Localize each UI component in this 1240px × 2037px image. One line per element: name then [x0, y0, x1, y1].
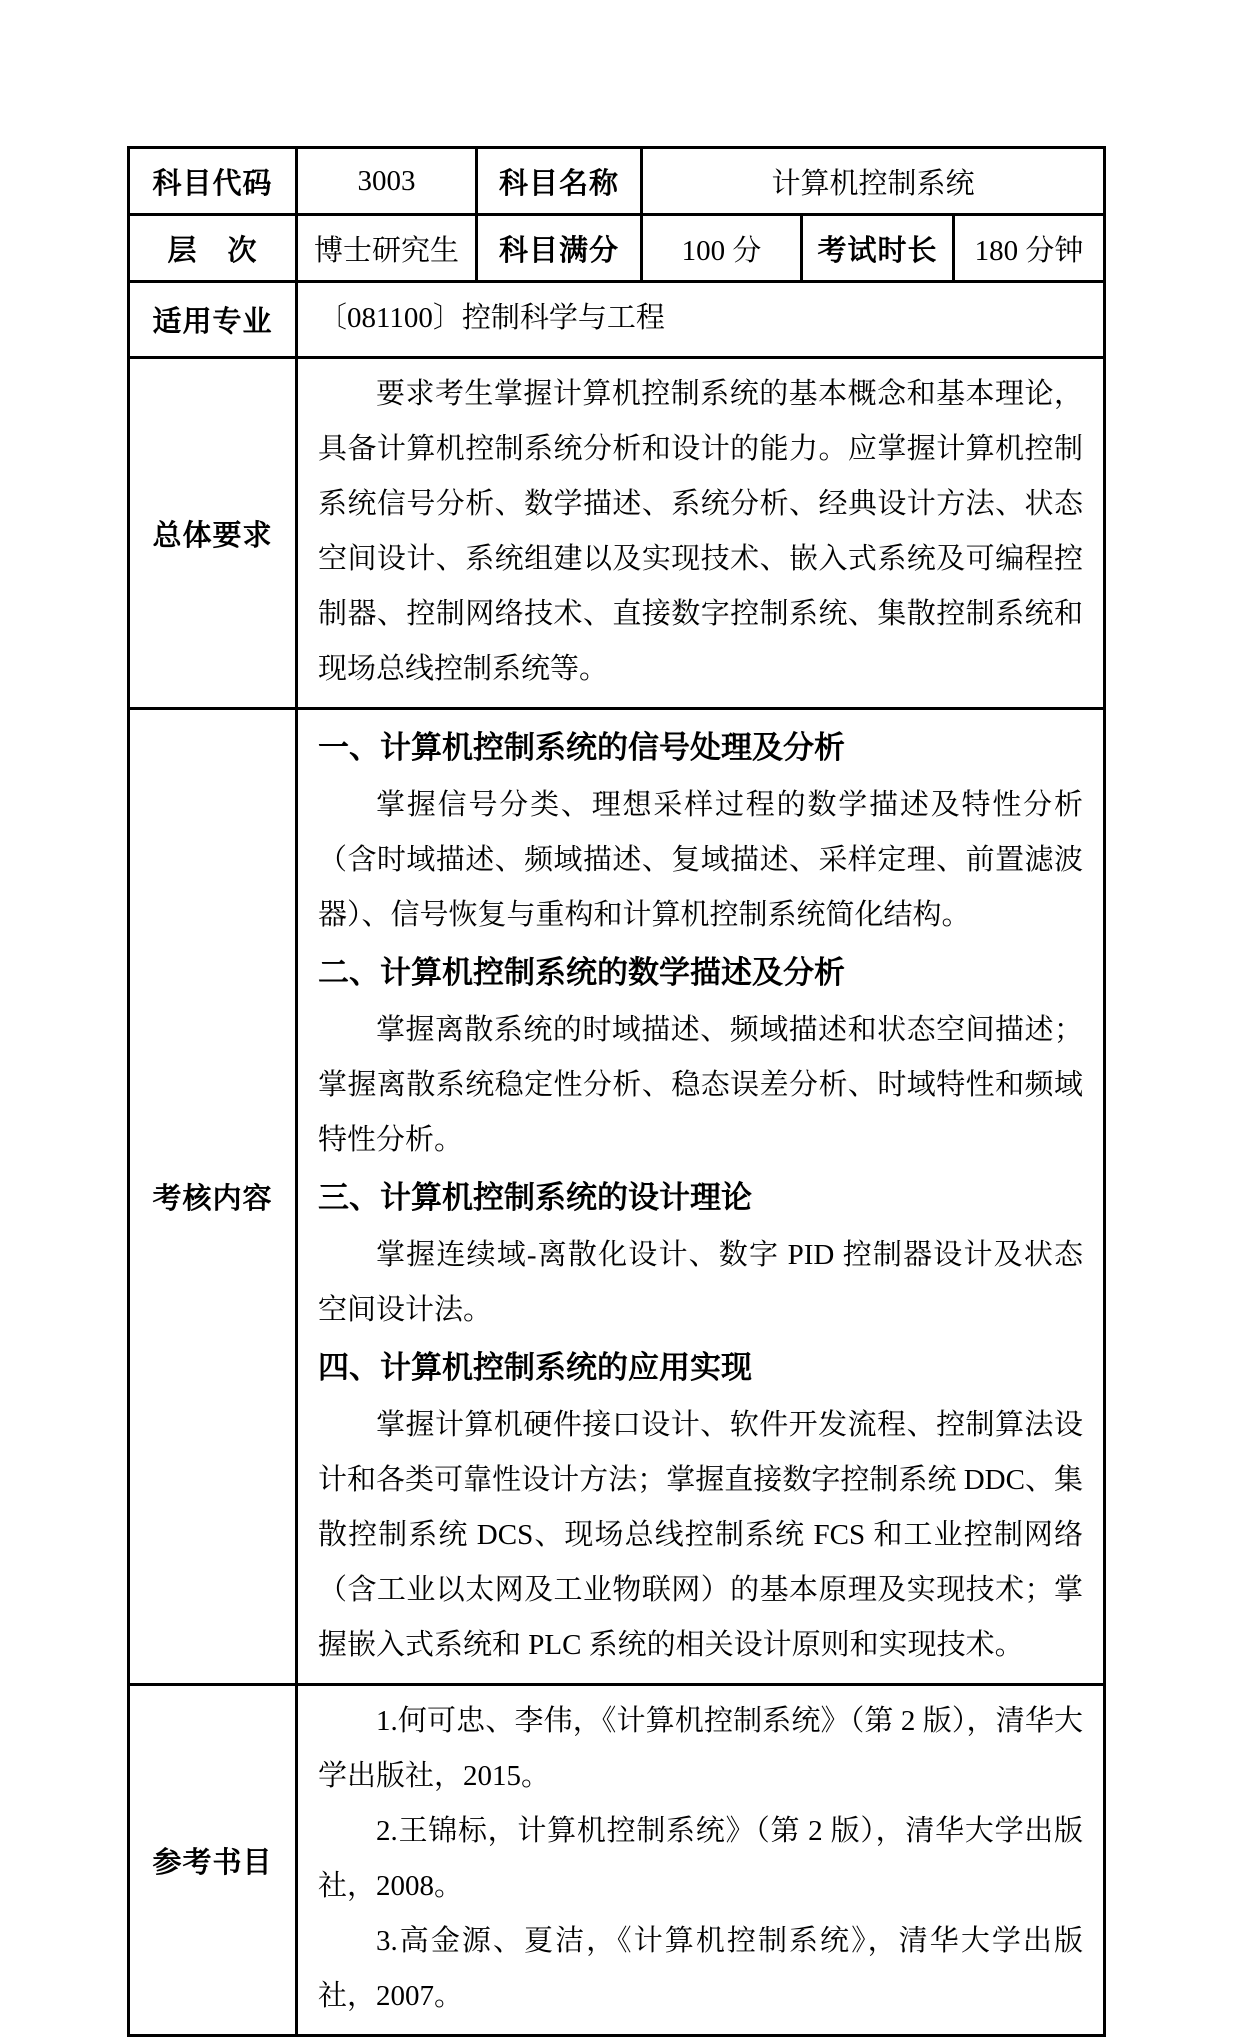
row-overall-requirements	[129, 358, 1105, 709]
reference-item-1: 1.何可忠、李伟，《计算机控制系统》（第 2 版），清华大学出版社，2015。	[318, 1705, 1083, 1792]
overall-requirements-content	[297, 358, 1105, 709]
reference-item-2: 2.王锦标，计算机控制系统》（第 2 版），清华大学出版社，2008。	[318, 1815, 1083, 1902]
overall-requirements-label: 总体要求	[129, 358, 297, 709]
section-4-body: 掌握计算机硬件接口设计、软件开发流程、控制算法设计和各类可靠性设计方法；掌握直接数字控制系统 DDC、集散控制系统 DCS、现场总线控制系统 FCS 和工业控制网络（含工业以太网及工业物联网）的基本原理及实现技术；掌握嵌入式系统和 PLC 系统的相关设计原则和实现技术。	[318, 1409, 1083, 1661]
syllabus-table	[127, 146, 1106, 2037]
subject-name-label: 科目名称	[477, 148, 642, 215]
subject-code-value: 3003	[297, 148, 477, 215]
row-major	[129, 282, 1105, 358]
section-1-body: 掌握信号分类、理想采样过程的数学描述及特性分析（含时域描述、频域描述、复域描述、采样定理、前置滤波器）、信号恢复与重构和计算机控制系统简化结构。	[318, 789, 1083, 931]
references-content	[297, 1685, 1105, 2036]
subject-name-value: 计算机控制系统	[642, 148, 1105, 215]
level-label: 层 次	[129, 215, 297, 282]
overall-requirements-text: 要求考生掌握计算机控制系统的基本概念和基本理论，具备计算机控制系统分析和设计的能力。应掌握计算机控制系统信号分析、数学描述、系统分析、经典设计方法、状态空间设计、系统组建以及实现技术、嵌入式系统及可编程控制器、控制网络技术、直接数字控制系统、集散控制系统和现场总线控制系统等。	[318, 378, 1083, 685]
row-level-score-duration	[129, 215, 1105, 282]
full-score-label: 科目满分	[477, 215, 642, 282]
section-1-heading: 一、计算机控制系统的信号处理及分析	[318, 730, 845, 765]
reference-item-3: 3.高金源、夏洁，《计算机控制系统》，清华大学出版社，2007。	[318, 1925, 1083, 2012]
row-assessment-content	[129, 709, 1105, 1685]
duration-value: 180 分钟	[954, 215, 1105, 282]
section-3-heading: 三、计算机控制系统的设计理论	[318, 1180, 752, 1215]
section-3-body: 掌握连续域-离散化设计、数字 PID 控制器设计及状态空间设计法。	[318, 1239, 1083, 1326]
section-2-heading: 二、计算机控制系统的数学描述及分析	[318, 955, 845, 990]
full-score-value: 100 分	[642, 215, 802, 282]
subject-code-label: 科目代码	[129, 148, 297, 215]
major-label: 适用专业	[129, 282, 297, 358]
row-subject	[129, 148, 1105, 215]
references-label: 参考书目	[129, 1685, 297, 2036]
section-4-heading: 四、计算机控制系统的应用实现	[318, 1350, 752, 1385]
row-references	[129, 1685, 1105, 2036]
duration-label: 考试时长	[802, 215, 954, 282]
assessment-content-label: 考核内容	[129, 709, 297, 1685]
assessment-content-body	[297, 709, 1105, 1685]
major-value: 〔081100〕控制科学与工程	[297, 282, 1105, 358]
section-2-body: 掌握离散系统的时域描述、频域描述和状态空间描述；掌握离散系统稳定性分析、稳态误差分析、时域特性和频域特性分析。	[318, 1014, 1083, 1156]
level-value: 博士研究生	[297, 215, 477, 282]
